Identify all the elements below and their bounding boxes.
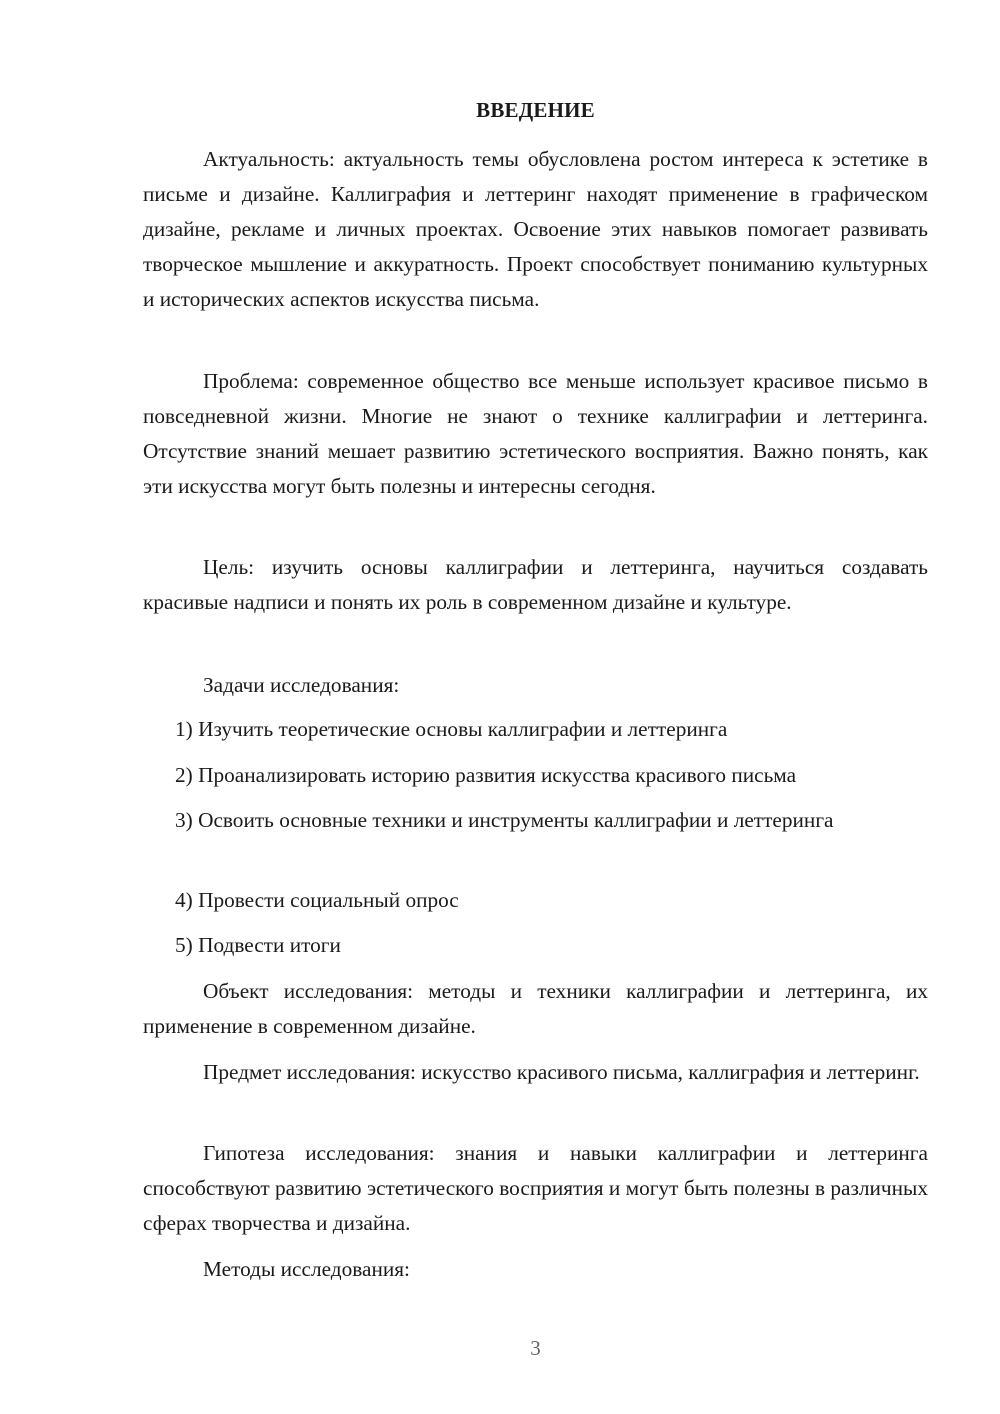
paragraph-hypothesis: Гипотеза исследования: знания и навыки каллиграфии и леттеринга способствуют развитию эстетического восприятия и могут быть полезны в различных сферах творчества и дизайна. [143, 1141, 928, 1235]
paragraph-object: Объект исследования: методы и техники каллиграфии и леттеринга, их применение в современном дизайне. [143, 979, 928, 1038]
task-item-3: 3) Освоить основные техники и инструменты каллиграфии и леттеринга [175, 808, 834, 832]
paragraph-relevance: Актуальность: актуальность темы обусловлена ростом интереса к эстетике в письме и дизайне. Каллиграфия и леттеринг находят применение в графическом дизайне, рекламе и личных проектах. Освоение этих навыков помогает развивать творческое мышление и аккуратность. Проект способствует пониманию культурных и исторических аспектов искусства письма. [143, 147, 928, 311]
paragraph-goal: Цель: изучить основы каллиграфии и леттеринга, научиться создавать красивые надписи и понять их роль в современном дизайне и культуре. [143, 555, 928, 614]
methods-heading: Методы исследования: [203, 1257, 410, 1281]
task-item-4: 4) Провести социальный опрос [175, 888, 459, 912]
task-item-1: 1) Изучить теоретические основы каллиграфии и леттеринга [175, 717, 728, 741]
page-number: 3 [530, 1336, 541, 1360]
tasks-heading: Задачи исследования: [203, 673, 400, 697]
task-item-2: 2) Проанализировать историю развития искусства красивого письма [175, 763, 797, 787]
task-item-5: 5) Подвести итоги [175, 933, 341, 957]
page-title: ВВЕДЕНИЕ [476, 98, 595, 122]
paragraph-problem: Проблема: современное общество все меньше использует красивое письмо в повседневной жизни. Многие не знают о технике каллиграфии и леттеринга. Отсутствие знаний мешает развитию эстетического восприятия. Важно понять, как эти искусства могут быть полезны и интересны сегодня. [143, 369, 928, 498]
paragraph-subject: Предмет исследования: искусство красивого письма, каллиграфия и леттеринг. [203, 1060, 920, 1084]
